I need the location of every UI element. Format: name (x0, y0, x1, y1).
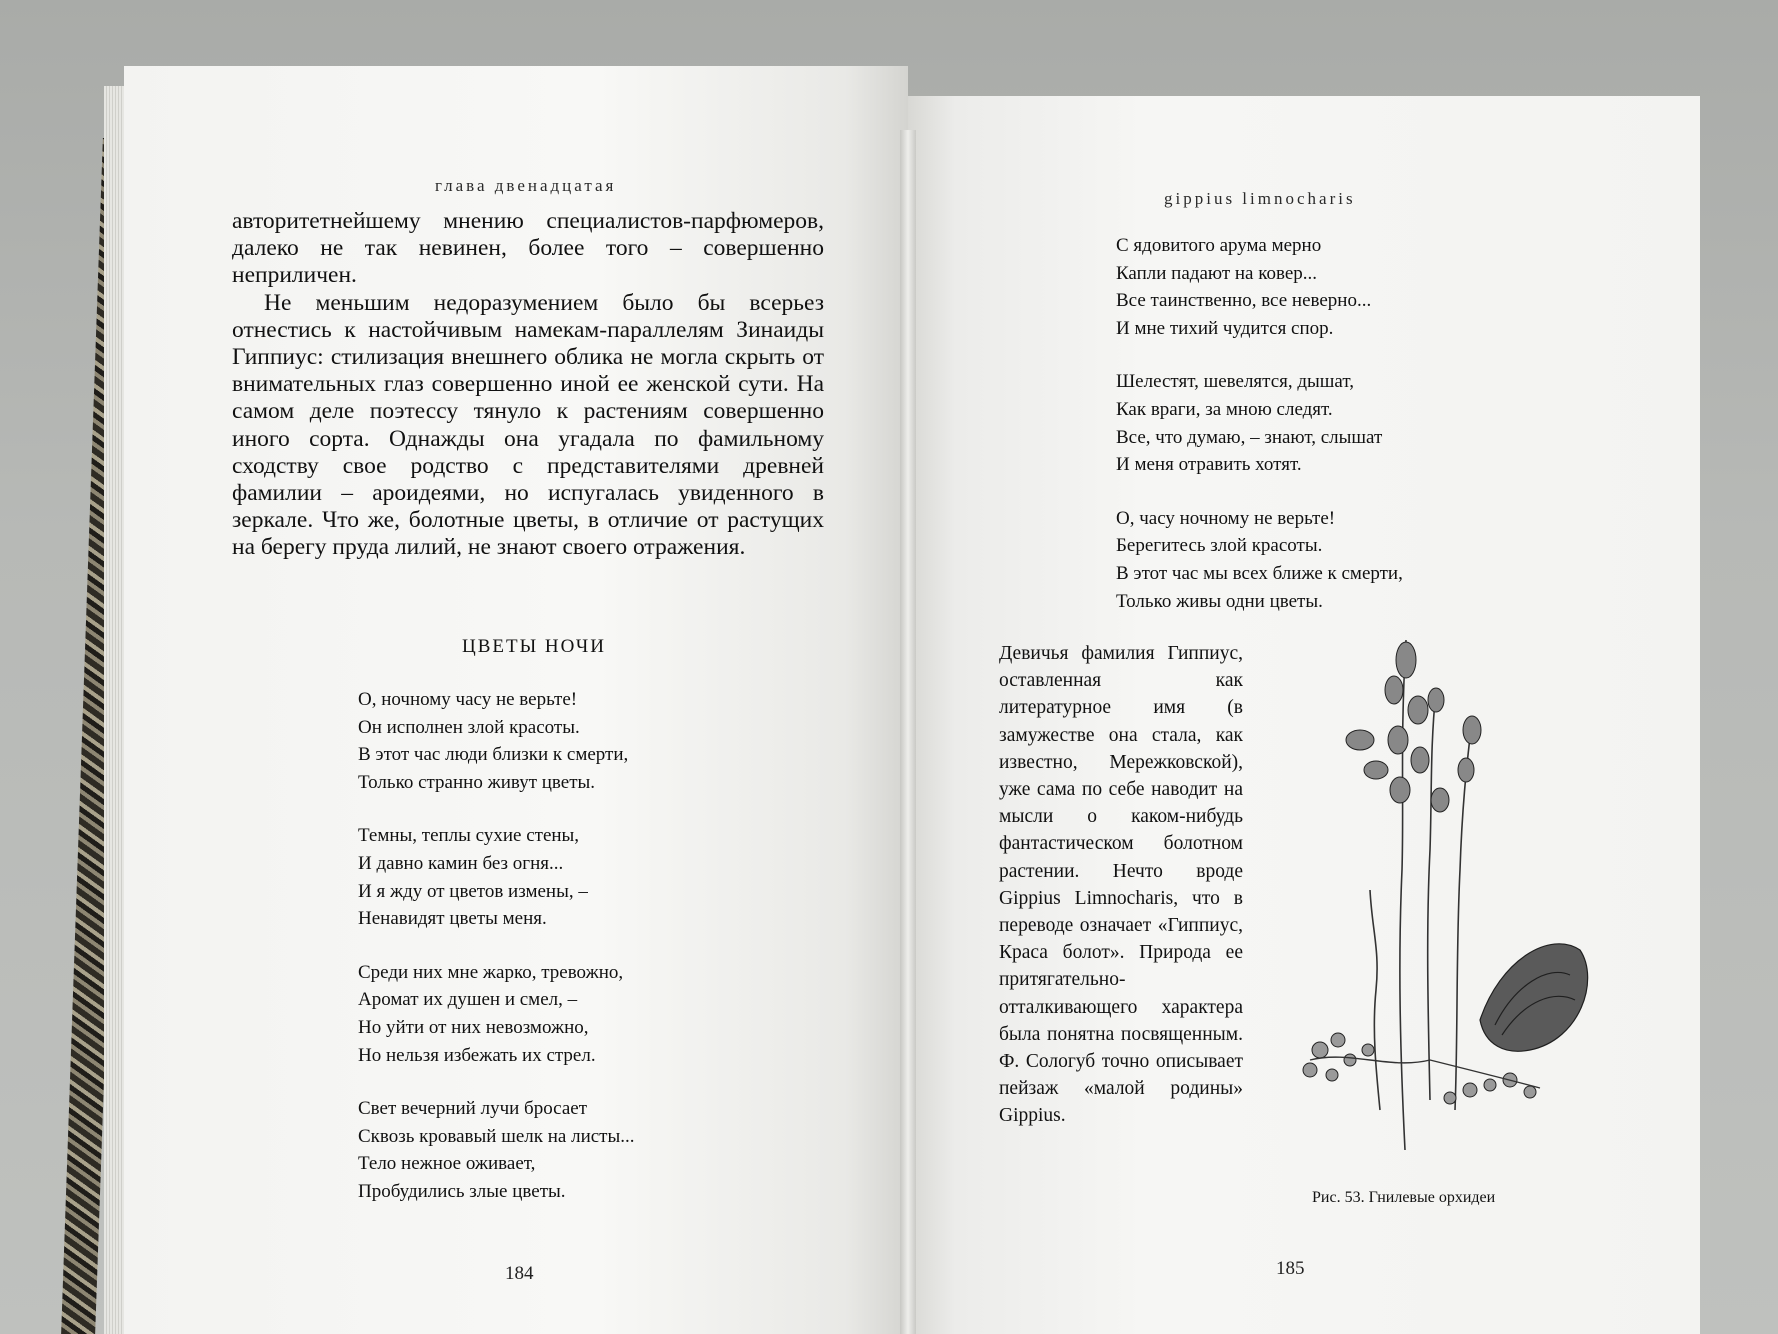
verse-line: Все, что думаю, – знают, слышат (1116, 426, 1383, 448)
verse-line: И я жду от цветов измены, – (358, 880, 588, 902)
stanza-2 (358, 822, 634, 932)
left-prose (232, 208, 824, 562)
verse-line: В этот час мы всех ближе к смерти, (1116, 562, 1403, 584)
left-running-head: глава двенадцатая (435, 176, 617, 195)
verse-line: Свет вечерний лучи бросает (358, 1098, 588, 1120)
verse-line: О, ночному часу не верьте! (358, 689, 578, 710)
verse-line: Пробудились злые цветы. (358, 1180, 566, 1202)
right-poem (1116, 232, 1403, 641)
verse-line: Берегитесь злой красоты. (1116, 535, 1323, 557)
orchid-illustration-icon (1280, 630, 1600, 1150)
stanza-1 (358, 686, 634, 796)
verse-line: Капли падают на ковер... (1116, 262, 1318, 284)
paragraph-1: авторитетнейшему мнению специалистов-парфюмеров, далеко не так невинен, более того – совершенно неприличен. (232, 208, 824, 289)
verse-line: Сквозь кровавый шелк на листы... (358, 1125, 635, 1147)
verse-line: В этот час люди близки к смерти, (358, 744, 629, 766)
verse-line: Тело нежное оживает, (358, 1153, 536, 1175)
verse-line: Шелестят, шевелятся, дышат, (1116, 371, 1355, 393)
right-page-number: 185 (1276, 1258, 1305, 1279)
verse-line: С ядовитого арума мерно (1116, 235, 1322, 256)
verse-line: Аромат их душен и смел, – (358, 989, 578, 1011)
verse-line: Только живы одни цветы. (1116, 590, 1323, 612)
verse-line: Все таинственно, все неверно... (1116, 290, 1372, 312)
right-running-head: gippius limnocharis (1164, 189, 1356, 208)
stanza-3 (1116, 505, 1403, 615)
left-poem (358, 686, 634, 1232)
book-gutter (900, 130, 916, 1334)
verse-line: Ненавидят цветы меня. (358, 908, 547, 930)
verse-line: Но нельзя избежать их стрел. (358, 1044, 596, 1066)
verse-line: И давно камин без огня... (358, 852, 564, 874)
paragraph-2: Не меньшим недоразумением было бы всерьез отнестись к настойчивым намекам-параллелям Зинаиды Гиппиус: стилизация внешнего облика не могла скрыть от внимательных глаз совершенно иной ее женской сути. На самом деле поэтессу тянуло к растениям совершенно иного сорта. Однажды она угадала по фамильному сходству свое родство с представителями древней фамилии – ароидеями, но испугалась увиденного в зеркале. Что же, болотные цветы, в отличие от растущих на берегу пруда лилий, не знают своего отражения. (232, 289, 824, 561)
side-text: Девичья фамилия Гиппиус, оставленная как литературное имя (в замужестве она стала, как известно, Мережковской), уже сама по себе наводит на мысли о каком-нибудь фантастическом болотном растении. Нечто вроде Gippius Limnocharis, что в переводе означает «Гиппиус, Краса болот». Природа ее притягательно-отталкивающего характера была понятна посвященным. Ф. Сологуб точно описывает пейзаж «малой родины» Gippius. (999, 643, 1243, 1127)
stanza-2 (1116, 368, 1403, 478)
verse-line: О, часу ночному не верьте! (1116, 507, 1336, 529)
verse-line: Темны, теплы сухие стены, (358, 825, 580, 847)
verse-line: Только странно живут цветы. (358, 771, 596, 793)
verse-line: И мне тихий чудится спор. (1116, 317, 1334, 339)
verse-line: Среди них мне жарко, тревожно, (358, 961, 624, 983)
poem-title: ЦВЕТЫ НОЧИ (462, 636, 606, 657)
verse-line: Как враги, за мною следят. (1116, 398, 1333, 420)
verse-line: Но уйти от них невозможно, (358, 1016, 589, 1038)
verse-line: Он исполнен злой красоты. (358, 716, 580, 738)
stanza-4 (358, 1095, 634, 1205)
verse-line: И меня отравить хотят. (1116, 454, 1302, 476)
stanza-1 (1116, 232, 1403, 342)
figure-caption: Рис. 53. Гнилевые орхидеи (1312, 1189, 1496, 1206)
stanza-3 (358, 959, 634, 1069)
left-page-number: 184 (505, 1263, 534, 1284)
